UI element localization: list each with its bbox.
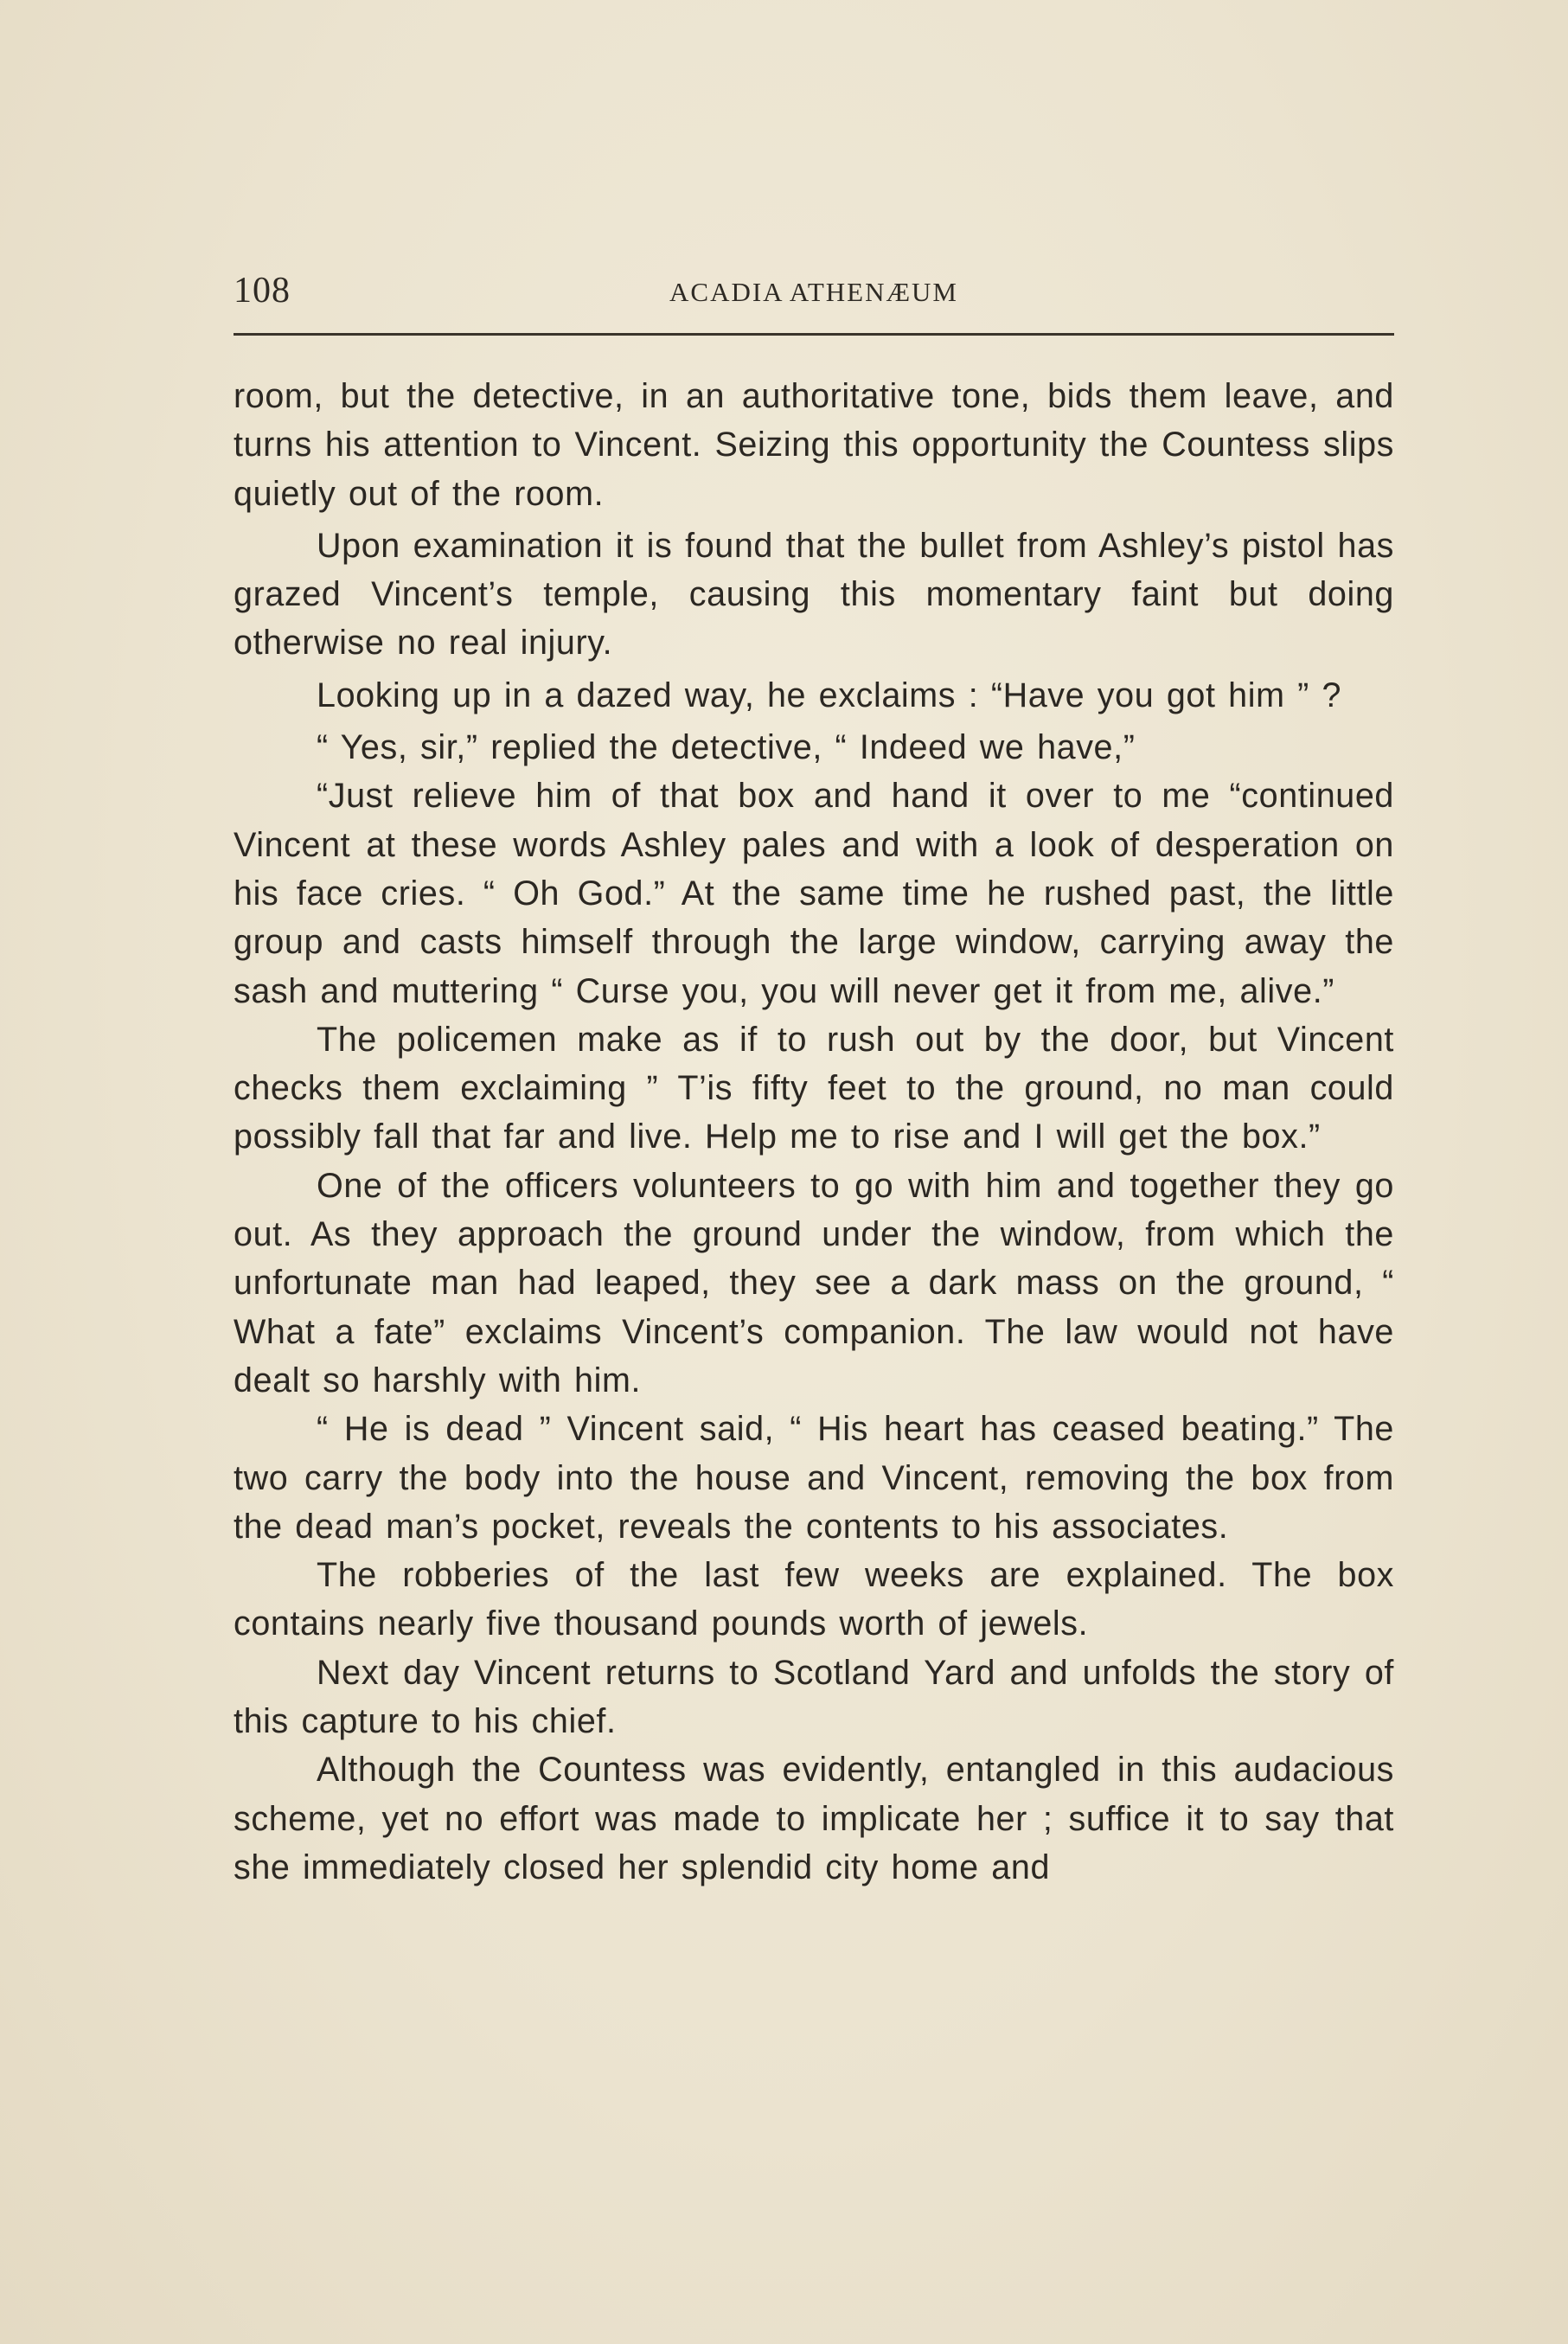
paragraph: “Just relieve him of that box and hand it over to me “continued Vincent at these words Ashley pales and with a look of desperation on his face cries. “ Oh God.” At the same time he rushed past, the little group and casts himself through the large window, carrying away the sash and muttering “ Curse you, you will never get it from me, alive.” [234, 777, 1394, 1010]
paragraph: room, but the detective, in an authoritative tone, bids them leave, and turns his attention to Vincent. Seizing this opportunity the Countess slips quietly out of the room. [234, 377, 1394, 513]
paragraph: Next day Vincent returns to Scotland Yard and unfolds the story of this capture to his chief. [234, 1653, 1394, 1741]
paragraph: Although the Countess was evidently, entangled in this audacious scheme, yet no effort was made to implicate her ; suffice it to say that she immediately closed her splendid city home and [234, 1751, 1394, 1886]
paragraph: One of the officers volunteers to go with him and together they go out. As they approach the ground under the window, from which the unfortunate man had leaped, they see a dark mass on the ground, “ What a fate” exclaims Vincent’s companion. The law would not have dealt so harshly with him. [234, 1166, 1394, 1399]
page-header [234, 270, 1394, 322]
paragraph: Looking up in a dazed way, he exclaims : “Have you got him ” ? [317, 676, 1342, 714]
page-number: 108 [234, 271, 291, 311]
running-title: ACADIA ATHENÆUM [669, 277, 958, 307]
header-rule [234, 333, 1394, 336]
paragraph: “ Yes, sir,” replied the detective, “ Indeed we have,” [317, 728, 1136, 767]
paragraph: “ He is dead ” Vincent said, “ His heart has ceased beating.” The two carry the body into the house and Vincent, removing the box from the dead man’s pocket, reveals the contents to his associates. [234, 1410, 1394, 1546]
paragraph: Upon examination it is found that the bullet from Ashley’s pistol has grazed Vincent’s temple, causing this momentary faint but doing otherwise no real injury. [234, 526, 1394, 663]
paragraph: The robberies of the last few weeks are explained. The box contains nearly five thousand pounds worth of jewels. [234, 1556, 1394, 1643]
paragraph: The policemen make as if to rush out by the door, but Vincent checks them exclaiming ” T’is fifty feet to the ground, no man could possibly fall that far and live. Help me to rise and I will get the box.” [234, 1020, 1394, 1156]
body-text [234, 372, 1394, 1892]
